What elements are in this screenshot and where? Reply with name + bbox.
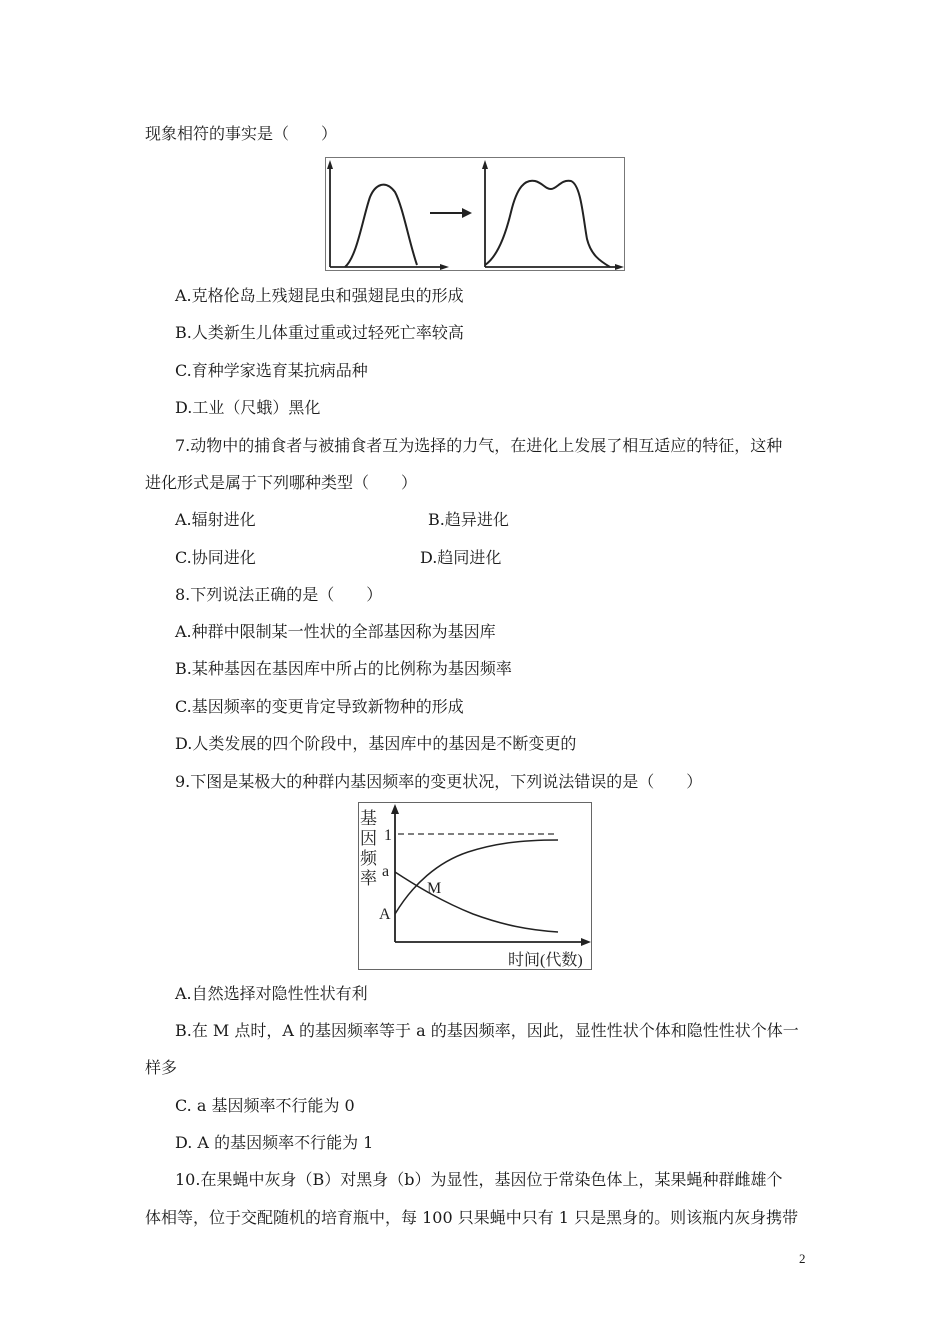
q9-stem: 9.下图是某极大的种群内基因频率的变更状况，下列说法错误的是（ ） xyxy=(175,772,703,791)
right-y-arrow xyxy=(482,160,488,169)
distribution-change-figure xyxy=(325,157,625,271)
gene-frequency-svg xyxy=(358,802,593,971)
page-number: 2 xyxy=(799,1251,806,1266)
q8-option-d: D.人类发展的四个阶段中，基因库中的基因是不断变更的 xyxy=(175,734,577,753)
ylabel-char-3: 频 xyxy=(360,849,377,868)
label-M: M xyxy=(427,880,442,897)
double-peak-curve xyxy=(485,181,610,267)
q10-line2: 体相等，位于交配随机的培育瓶中，每 100 只果蝇中只有 1 只是黑身的。则该瓶内灰身携带 xyxy=(145,1208,799,1227)
q7-option-d: D.趋同进化 xyxy=(420,548,502,567)
q8-stem: 8.下列说法正确的是（ ） xyxy=(175,585,383,604)
ylabel-char-4: 率 xyxy=(360,869,377,888)
q6-option-c: C.育种学家选育某抗病品种 xyxy=(175,361,368,380)
label-a: a xyxy=(382,863,390,880)
allele-a-curve xyxy=(395,872,558,932)
x-axis-label: 时间(代数) xyxy=(508,952,583,969)
q6-option-a: A.克格伦岛上残翅昆虫和强翅昆虫的形成 xyxy=(175,286,464,305)
ylabel-char-2: 因 xyxy=(360,829,377,848)
label-one: 1 xyxy=(384,827,392,844)
change-arrow-head xyxy=(462,208,472,218)
q9-option-b-line2: 样多 xyxy=(145,1058,178,1077)
q7-stem-line1: 7.动物中的捕食者与被捕食者互为选择的力气，在进化上发展了相互适应的特征，这种 xyxy=(175,436,783,455)
q9-option-b-line1: B.在 M 点时，A 的基因频率等于 a 的基因频率，因此，显性性状个体和隐性性状个体一 xyxy=(175,1021,799,1040)
q9-option-a: A.自然选择对隐性性状有利 xyxy=(175,984,368,1003)
left-x-arrow xyxy=(440,264,449,270)
q7-option-c: C.协同进化 xyxy=(175,548,256,567)
q10-line1: 10.在果蝇中灰身（B）对黑身（b）为显性，基因位于常染色体上，某果蝇种群雌雄个 xyxy=(175,1170,783,1189)
q6-option-d: D.工业（尺蛾）黑化 xyxy=(175,398,321,417)
single-peak-curve xyxy=(345,185,417,267)
q6-option-b: B.人类新生儿体重过重或过轻死亡率较高 xyxy=(175,323,464,342)
left-y-arrow xyxy=(327,160,333,169)
allele-A-curve xyxy=(395,840,558,914)
q7-option-a: A.辐射进化 xyxy=(175,510,256,529)
q9-option-d: D. A 的基因频率不行能为 1 xyxy=(175,1133,374,1152)
q8-option-c: C.基因频率的变更肯定导致新物种的形成 xyxy=(175,697,464,716)
ylabel-char-1: 基 xyxy=(360,809,377,828)
q7-stem-line2: 进化形式是属于下列哪种类型（ ） xyxy=(145,473,418,492)
distribution-change-svg xyxy=(325,157,625,271)
q8-option-b: B.某种基因在基因库中所占的比例称为基因频率 xyxy=(175,659,512,678)
x-axis-arrow xyxy=(581,938,591,946)
q6-stem-tail: 现象相符的事实是（ ） xyxy=(145,124,338,143)
label-A: A xyxy=(379,906,391,923)
right-x-arrow xyxy=(615,264,624,270)
gene-frequency-figure xyxy=(358,802,593,971)
q9-option-c: C. a 基因频率不行能为 0 xyxy=(175,1096,355,1115)
q7-option-b: B.趋异进化 xyxy=(428,510,509,529)
y-axis-arrow xyxy=(391,804,399,814)
q8-option-a: A.种群中限制某一性状的全部基因称为基因库 xyxy=(175,622,496,641)
